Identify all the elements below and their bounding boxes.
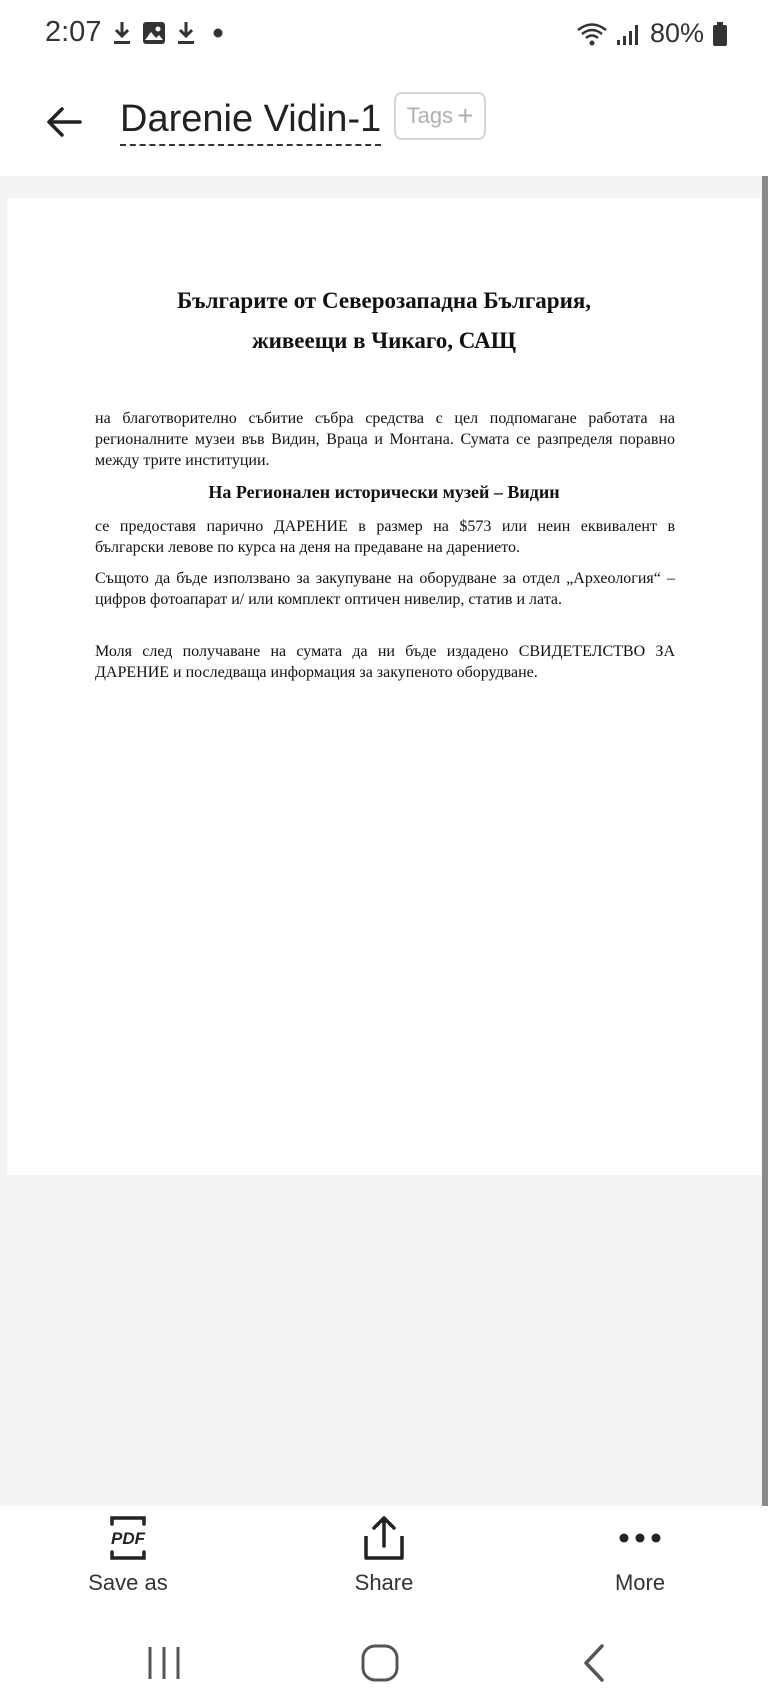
system-status xyxy=(576,18,728,49)
plus-icon: + xyxy=(457,100,474,131)
dot-icon xyxy=(206,23,226,43)
doc-paragraph-1: на благотворително събитие събра средства с цел подпомагане работата на регионалните музеи във Видин, Враца и Монтана. Сумата се разпределя поравно между трите институции. xyxy=(95,410,675,469)
wifi-icon xyxy=(576,21,608,47)
battery-percent: 80% xyxy=(649,18,704,48)
doc-heading-line2: живеещи в Чикаго, САЩ xyxy=(251,328,517,353)
share-icon xyxy=(360,1514,408,1562)
doc-subheading: На Регионален исторически музей – Видин xyxy=(208,482,560,502)
document-page xyxy=(7,198,761,1175)
home-icon xyxy=(360,1643,400,1683)
back-button[interactable] xyxy=(40,98,88,146)
download-icon xyxy=(176,20,196,46)
tags-label: Tags xyxy=(406,103,454,128)
share-label: Share xyxy=(354,1570,414,1595)
home-button[interactable] xyxy=(350,1638,410,1688)
share-button[interactable] xyxy=(309,1514,459,1596)
download-icon xyxy=(112,20,132,46)
more-icon xyxy=(616,1514,664,1562)
doc-paragraph-2: се предоставя парично ДАРЕНИЕ в размер на $573 или неин еквивалент в български левове по курса на деня на предаване на дарението. xyxy=(95,518,675,556)
doc-paragraph-3: Същото да бъде използвано за закупуване на оборудване за отдел „Археология“ – цифров фотоапарат и/ или комплект оптичен нивелир, статив и лата. xyxy=(95,570,675,608)
scrollbar[interactable] xyxy=(762,176,768,1506)
battery-icon xyxy=(712,21,728,47)
arrow-left-icon xyxy=(46,106,82,138)
status-time: 2:07 xyxy=(45,16,102,48)
system-nav-bar xyxy=(0,1616,768,1707)
status-bar xyxy=(0,0,768,72)
notification-icons xyxy=(112,20,226,46)
save-as-button[interactable] xyxy=(53,1514,203,1596)
pdf-icon xyxy=(106,1514,150,1562)
save-as-label: Save as xyxy=(88,1570,168,1595)
bottom-toolbar xyxy=(0,1506,768,1616)
document-title[interactable]: Darenie Vidin-1 xyxy=(120,96,381,146)
image-icon xyxy=(142,21,166,45)
tags-button[interactable] xyxy=(394,92,486,140)
recent-apps-button[interactable] xyxy=(134,1638,194,1688)
app-header xyxy=(0,72,768,176)
doc-heading-line1: Българите от Северозападна България, xyxy=(176,288,592,313)
doc-paragraph-4: Моля след получаване на сумата да ни бъде издадено СВИДЕТЕЛСТВО ЗА ДАРЕНИЕ и последваща информация за закупеното оборудване. xyxy=(95,643,675,681)
pdf-icon-text: PDF xyxy=(111,1529,145,1548)
chevron-left-icon xyxy=(580,1643,610,1683)
signal-icon xyxy=(616,22,642,46)
more-button[interactable] xyxy=(565,1514,715,1596)
more-label: More xyxy=(614,1570,666,1595)
back-nav-button[interactable] xyxy=(565,1638,625,1688)
recent-apps-icon xyxy=(144,1645,184,1681)
